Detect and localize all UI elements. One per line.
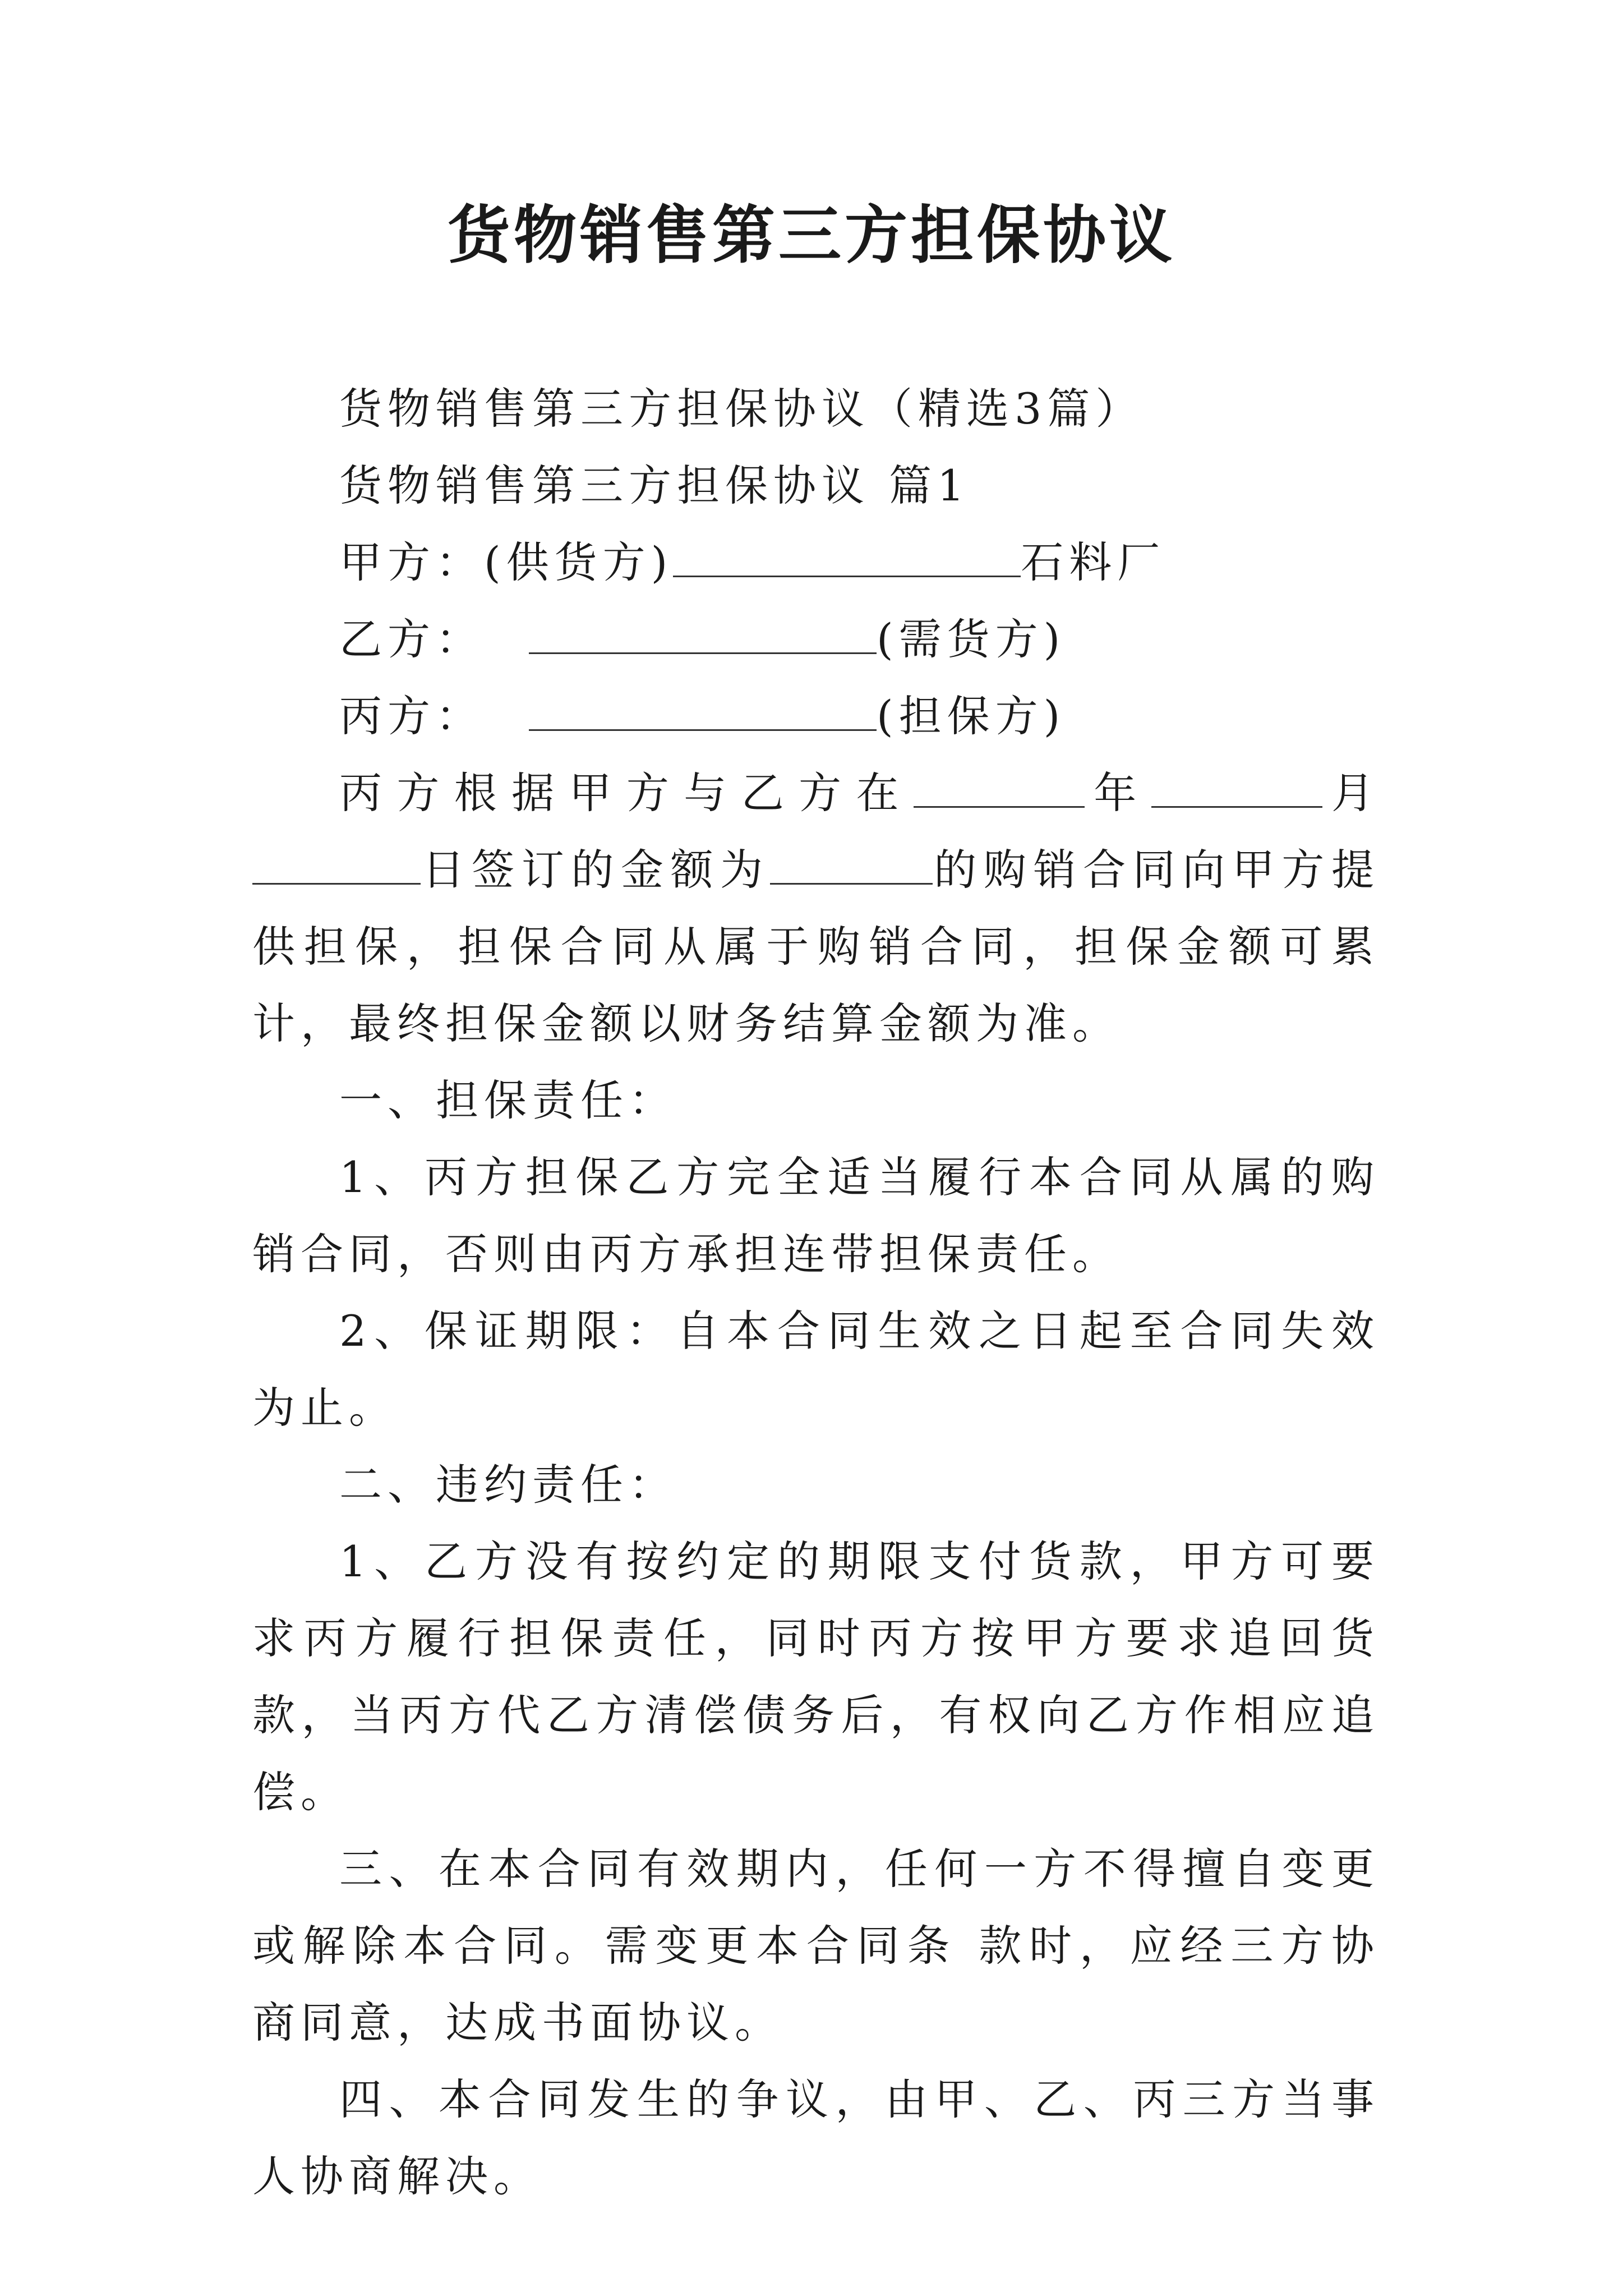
intro-part2: 日签订的金额为	[421, 845, 770, 895]
party-b-blank	[529, 614, 877, 654]
party-a-label: 甲方：	[339, 537, 484, 587]
amount-blank	[770, 845, 933, 885]
party-c-suffix: (担保方)	[877, 691, 1066, 741]
party-a-line	[252, 524, 1380, 601]
intro-part1: 丙方根据甲方与乙方在	[339, 768, 914, 818]
clause-heading-guarantee: 一、担保责任：	[339, 1075, 677, 1125]
date-day-blank	[252, 845, 421, 885]
party-a-suffix: 石料厂	[1021, 537, 1166, 587]
party-b-suffix: (需货方)	[877, 614, 1066, 664]
intro-part3: 的购销合同向甲方提供担保，担保合同从属于购销合同，担保金额可累计，最终担保金额以财务结算金额为准。	[252, 845, 1380, 1048]
party-a-blank	[673, 537, 1021, 577]
intro-month: 月	[1322, 768, 1380, 818]
intro-paragraph	[252, 754, 1380, 1062]
document-subtitle: 货物销售第三方担保协议（精选3篇）	[339, 384, 1144, 434]
clause-three: 三、在本合同有效期内，任何一方不得擅自变更或解除本合同。需变更本合同条 款时，应经三方协商同意，达成书面协议。	[252, 1844, 1380, 2047]
clause-liability-1: 1、乙方没有按约定的期限支付货款，甲方可要求丙方履行担保责任，同时丙方按甲方要求追回货款，当丙方代乙方清偿债务后，有权向乙方作相应追偿。	[252, 1536, 1380, 1817]
clause-heading-liability: 二、违约责任：	[339, 1460, 677, 1510]
document-body	[252, 370, 1380, 2215]
party-b-label: 乙方：	[339, 614, 484, 664]
clause-guarantee-1: 1、丙方担保乙方完全适当履行本合同从属的购销合同，否则由丙方承担连带担保责任。	[252, 1152, 1380, 1279]
clause-four: 四、本合同发生的争议，由甲、乙、丙三方当事人协商解决。	[252, 2074, 1380, 2201]
section-heading: 货物销售第三方担保协议 篇1	[339, 461, 970, 510]
party-b-line	[252, 601, 1380, 678]
date-year-blank	[914, 768, 1085, 808]
document-title: 货物销售第三方担保协议	[448, 199, 1175, 272]
clause-guarantee-2: 2、保证期限：自本合同生效之日起至合同失效为止。	[252, 1306, 1380, 1433]
intro-year: 年	[1084, 768, 1151, 818]
party-c-line	[252, 678, 1380, 754]
party-a-prefix: (供货方)	[484, 537, 674, 587]
date-month-blank	[1151, 768, 1322, 808]
party-c-label: 丙方：	[339, 691, 484, 741]
party-c-blank	[529, 691, 877, 731]
